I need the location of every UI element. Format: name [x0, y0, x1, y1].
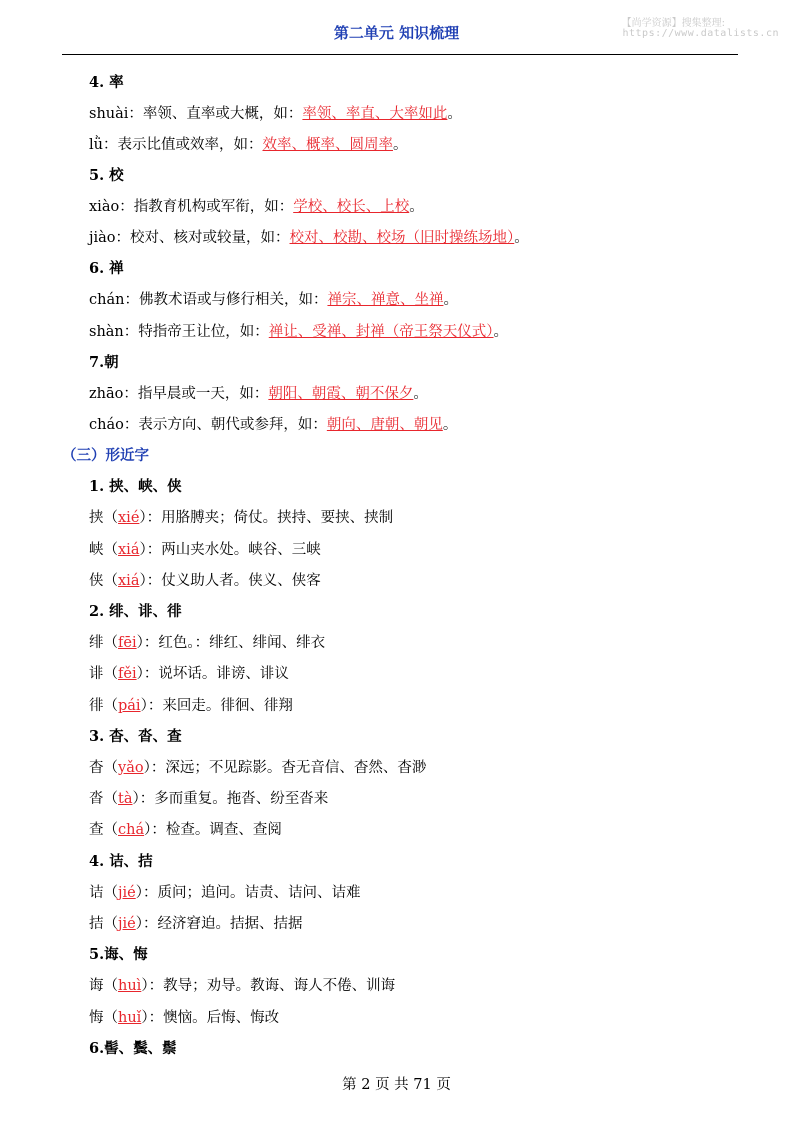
definition-tail: 。: [442, 417, 458, 433]
definition-text: cháo：表示方向、朝代或参拜，如：: [89, 417, 327, 433]
definition-text: 杳（: [89, 760, 118, 776]
answer-text: fěi: [118, 666, 137, 682]
item-heading: 5. 校: [89, 167, 124, 184]
definition-text: 侠（: [89, 573, 118, 589]
definition-text: 查（: [89, 822, 118, 838]
definition-text: shàn：特指帝王让位，如：: [89, 324, 269, 340]
definition-tail: ）：检查。调查、查阅: [144, 822, 282, 838]
definition-tail: ）：说坏话。诽谤、诽议: [136, 666, 289, 682]
definition-line: [89, 508, 393, 528]
item-heading: 4. 率: [89, 74, 124, 91]
page-header: [0, 0, 793, 56]
definition-tail: ）：仗义助人者。侠义、侠客: [139, 573, 321, 589]
definition-text: zhāo：指早晨或一天，如：: [89, 386, 269, 402]
definition-tail: 。: [447, 106, 462, 122]
definition-line: [89, 758, 426, 778]
header-divider: [62, 54, 738, 55]
definition-text: 拮（: [89, 916, 118, 932]
definition-text: 挟（: [89, 510, 118, 526]
definition-text: 悔（: [89, 1010, 118, 1026]
definition-line: [89, 976, 395, 996]
definition-text: 诽（: [89, 666, 118, 682]
answer-text: 禅宗、禅意、坐禅: [327, 292, 444, 308]
definition-tail: ）：经济窘迫。拮据、拮据: [135, 916, 303, 932]
definition-line: [89, 633, 325, 653]
item-heading: 2. 绯、诽、徘: [89, 603, 182, 620]
page-title: 第二单元 知识梳理: [333, 24, 460, 42]
answer-text: xié: [118, 510, 140, 526]
definition-text: 诘（: [89, 885, 118, 901]
definition-line: [89, 540, 321, 560]
definition-tail: 。: [493, 324, 509, 340]
answer-text: xiá: [118, 542, 140, 558]
definition-line: [89, 290, 458, 310]
answer-text: 禅让、受禅、封禅（帝王祭天仪式）: [268, 324, 494, 340]
answer-text: 学校、校长、上校: [293, 199, 410, 215]
page-number: 第 2 页 共 71 页: [342, 1077, 451, 1093]
definition-line: [89, 789, 328, 809]
answer-text: 朝向、唐朝、朝见: [326, 417, 443, 433]
watermark-text: 【尚学资源】搜集整理:: [621, 18, 725, 29]
item-heading: 1. 挟、峡、侠: [89, 478, 182, 495]
answer-text: 率领、率直、大率如此: [302, 106, 448, 122]
definition-text: 沓（: [89, 791, 118, 807]
definition-line: [89, 883, 360, 903]
definition-line: [89, 914, 302, 934]
answer-text: fēi: [118, 635, 137, 651]
definition-line: [89, 384, 428, 404]
definition-line: [89, 135, 407, 155]
item-heading: 6. 禅: [89, 260, 124, 277]
answer-text: 效率、概率、圆周率: [262, 137, 393, 153]
answer-text: chá: [118, 822, 145, 838]
answer-text: 朝阳、朝霞、朝不保夕: [268, 386, 414, 402]
answer-text: tà: [118, 791, 133, 807]
definition-tail: ）：来回走。徘徊、徘翔: [140, 698, 293, 714]
definition-line: [89, 1008, 279, 1028]
definition-text: 峡（: [89, 542, 118, 558]
definition-text: lǜ：表示比值或效率，如：: [89, 137, 263, 153]
definition-text: shuài：率领、直率或大概，如：: [89, 106, 303, 122]
definition-tail: ）：用胳膊夹；倚仗。挟持、要挟、挟制: [139, 510, 394, 526]
answer-text: pái: [118, 698, 141, 714]
definition-tail: 。: [413, 386, 428, 402]
definition-text: chán：佛教术语或与修行相关，如：: [89, 292, 328, 308]
item-heading: 7.朝: [89, 354, 119, 371]
answer-text: huǐ: [118, 1010, 142, 1026]
definition-line: [89, 104, 462, 124]
section-heading: （三）形近字: [62, 448, 149, 464]
definition-text: xiào：指教育机构或军衔，如：: [89, 199, 294, 215]
definition-line: [89, 571, 321, 591]
definition-line: [89, 228, 529, 248]
definition-text: jiào：校对、核对或较量，如：: [89, 230, 290, 246]
item-heading: 6.髻、鬓、鬃: [89, 1040, 177, 1057]
item-heading: 3. 杳、沓、查: [89, 728, 182, 745]
definition-tail: ）：两山夹水处。峡谷、三峡: [139, 542, 321, 558]
watermark-url: https://www.datalists.cn: [622, 28, 779, 39]
answer-text: yǎo: [118, 760, 144, 776]
answer-text: huì: [118, 978, 142, 994]
definition-tail: ）：红色。：绯红、绯闻、绯衣: [136, 635, 326, 651]
definition-line: [89, 664, 289, 684]
definition-text: 诲（: [89, 978, 118, 994]
item-heading: 4. 诘、拮: [89, 853, 153, 870]
definition-text: 徘（: [89, 698, 118, 714]
definition-tail: ）：深远；不见踪影。杳无音信、杳然、杳渺: [143, 760, 427, 776]
definition-tail: ）：教导；劝导。教诲、诲人不倦、训诲: [141, 978, 396, 994]
definition-line: [89, 820, 282, 840]
item-heading: 5.诲、悔: [89, 946, 148, 963]
definition-tail: 。: [409, 199, 424, 215]
definition-tail: 。: [514, 230, 529, 246]
definition-tail: 。: [392, 137, 408, 153]
definition-line: [89, 322, 508, 342]
definition-tail: ）：质问；追问。诘责、诘问、诘难: [135, 885, 361, 901]
definition-tail: ）：多而重复。拖沓、纷至沓来: [132, 791, 329, 807]
definition-line: [89, 696, 293, 716]
answer-text: jié: [118, 916, 136, 932]
definition-tail: ）：懊恼。后悔、悔改: [141, 1010, 280, 1026]
answer-text: xiá: [118, 573, 140, 589]
definition-text: 绯（: [89, 635, 118, 651]
answer-text: 校对、校勘、校场（旧时操练场地）: [289, 230, 515, 246]
definition-tail: 。: [443, 292, 458, 308]
definition-line: [89, 415, 457, 435]
answer-text: jié: [118, 885, 136, 901]
definition-line: [89, 197, 424, 217]
